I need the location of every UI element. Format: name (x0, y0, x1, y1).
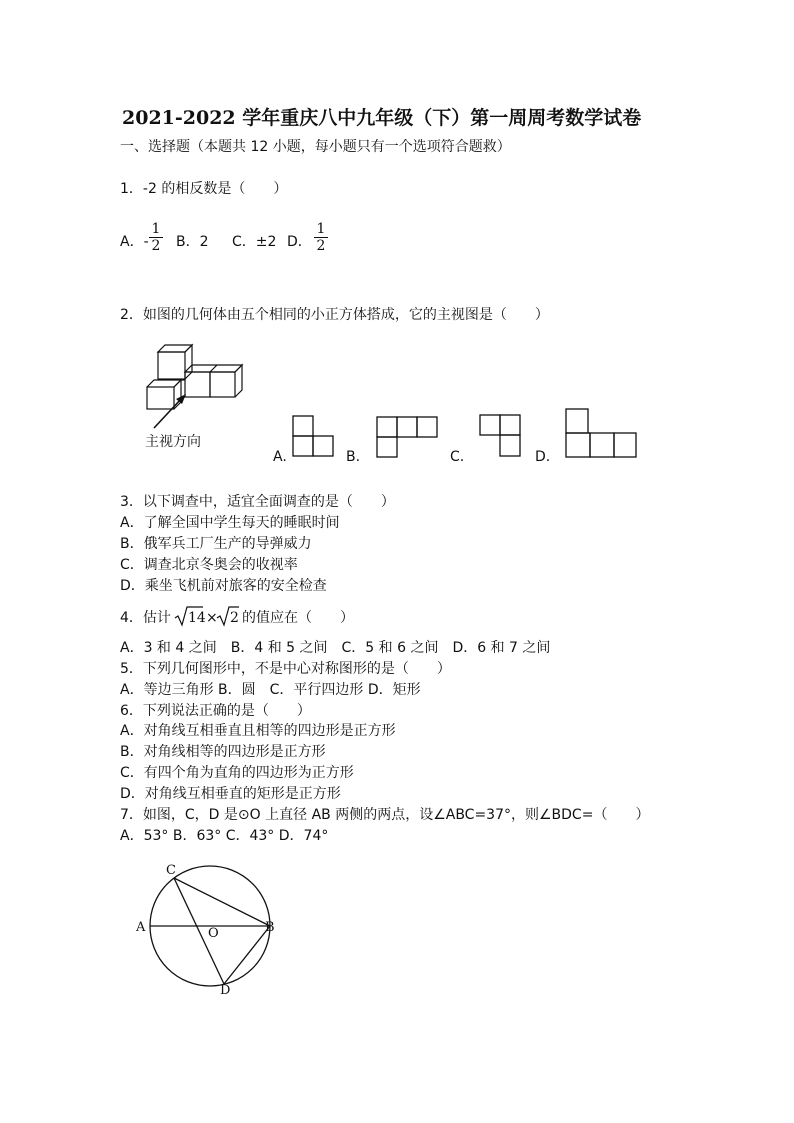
q5-options: A．等边三角形 B．圆 C．平行四边形 D．矩形 (120, 682, 421, 698)
q2-option-b-label: B. (346, 449, 361, 465)
q6-option-d: D．对角线互相垂直的矩形是正方形 (120, 786, 341, 802)
q2-option-b-figure (376, 416, 440, 458)
q6-option-b: B．对角线相等的四边形是正方形 (120, 744, 326, 760)
q1-option-a-fraction (149, 221, 163, 254)
q7-circle-figure (130, 860, 290, 1000)
q3-option-c: C．调查北京冬奥会的收视率 (120, 557, 298, 573)
point-a-label: A (136, 920, 146, 935)
q2-stem: 2．如图的几何体由五个相同的小正方体搭成，它的主视图是（ ） (120, 307, 549, 323)
q2-option-c-figure (479, 414, 523, 458)
section-heading: 一、选择题（本题共 12 小题，每小题只有一个选项符合题救） (120, 139, 511, 155)
q6-stem: 6．下列说法正确的是（ ） (120, 703, 311, 719)
view-direction-arrow-icon (150, 392, 190, 432)
q1-stem: 1．-2 的相反数是（ ） (120, 181, 288, 197)
point-d-label: D (220, 983, 231, 998)
fraction-denominator: 2 (151, 238, 161, 254)
view-direction-label: 主视方向 (145, 434, 201, 450)
q4-radicand-2: 2 (230, 610, 239, 626)
fraction-numerator: 1 (151, 221, 161, 237)
q4-options: A．3 和 4 之间 B．4 和 5 之间 C．5 和 6 之间 D．6 和 7 之间 (120, 640, 551, 656)
q4-stem-suffix: 的值应在（ ） (242, 610, 354, 626)
q2-option-d-label: D. (535, 449, 551, 465)
fraction-numerator: 1 (316, 221, 326, 237)
q6-option-a: A．对角线互相垂直且相等的四边形是正方形 (120, 723, 396, 739)
q2-option-c-label: C. (450, 449, 465, 465)
point-b-label: B (265, 920, 275, 935)
exam-title: 2021-2022 学年重庆八中九年级（下）第一周周考数学试卷 (122, 107, 642, 129)
q7-options: A．53° B．63° C．43° D．74° (120, 828, 329, 844)
fraction-denominator: 2 (316, 238, 326, 254)
center-o-label: O (208, 926, 219, 941)
q4-times-sign: × (206, 610, 218, 626)
q6-option-c: C．有四个角为直角的四边形为正方形 (120, 765, 354, 781)
point-c-label: C (166, 863, 176, 878)
q7-stem: 7．如图，C，D 是⊙O 上直径 AB 两侧的两点，设∠ABC=37°，则∠BDC=（ ） (120, 807, 650, 823)
q3-stem: 3．以下调查中，适宜全面调查的是（ ） (120, 494, 395, 510)
q1-option-d-fraction (314, 221, 328, 254)
q2-option-a-label: A. (273, 449, 287, 465)
q3-option-b: B．俄军兵工厂生产的导弹威力 (120, 536, 312, 552)
q1-option-b: B．2 (176, 234, 209, 250)
q1-option-a-prefix: A．- (120, 234, 149, 250)
q4-radicand-14: 14 (188, 610, 206, 626)
q3-option-d: D．乘坐飞机前对旅客的安全检查 (120, 578, 327, 594)
q4-stem-prefix: 4．估计 (120, 610, 171, 626)
q2-option-d-figure (565, 408, 639, 458)
q5-stem: 5．下列几何图形中，不是中心对称图形的是（ ） (120, 661, 451, 677)
q1-option-c: C．±2 (232, 234, 277, 250)
q3-option-a: A．了解全国中学生每天的睡眠时间 (120, 515, 340, 531)
q1-option-d-prefix: D． (287, 234, 312, 250)
q2-option-a-figure (292, 415, 336, 457)
